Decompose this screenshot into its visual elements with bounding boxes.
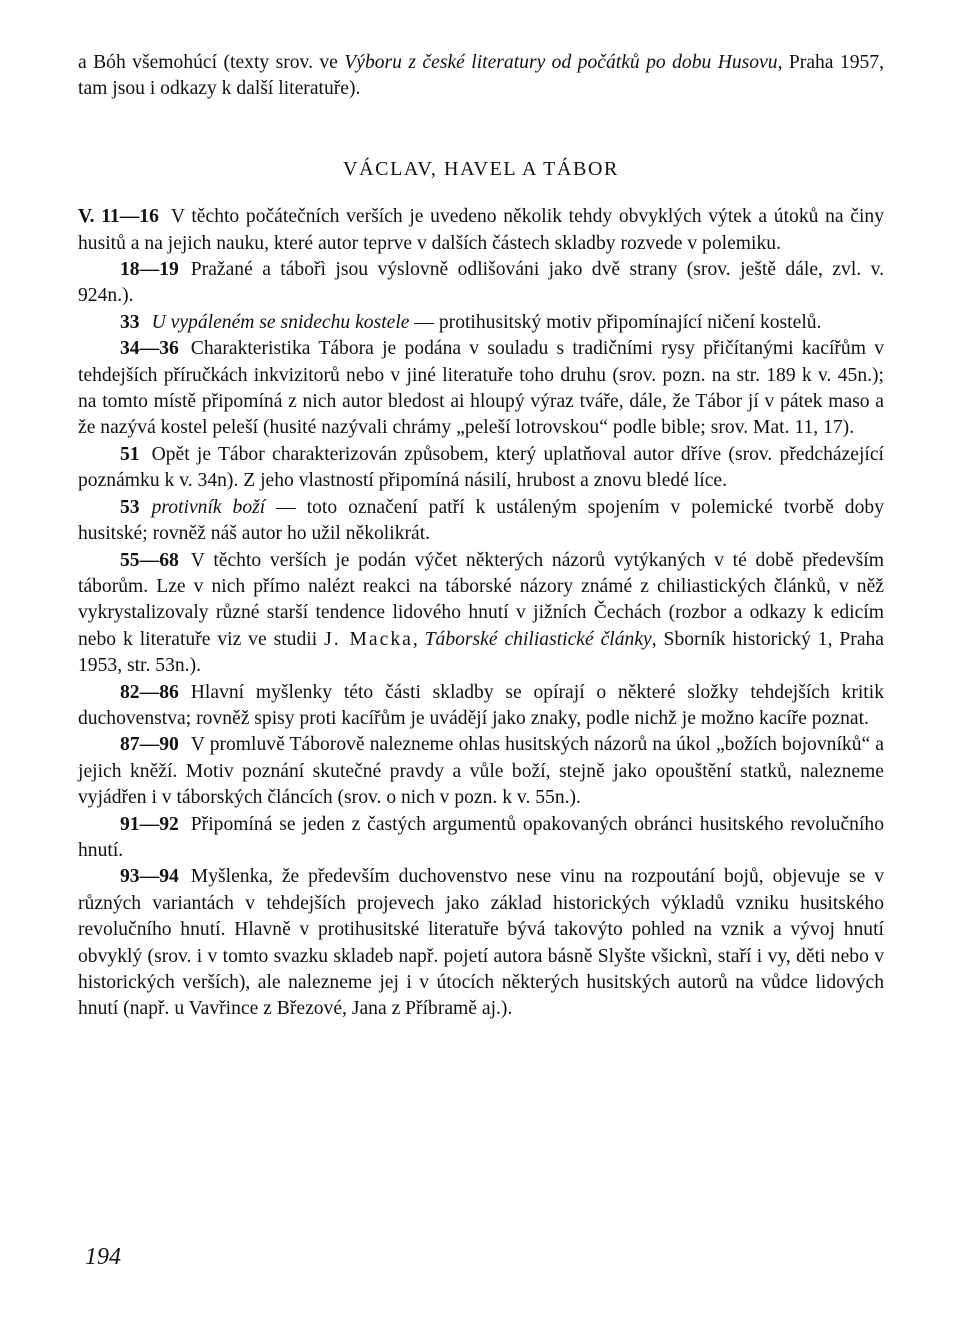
note-text: — toto označení patří k ustáleným spojením v polemické tvorbě doby husitské; rovněž náš autor ho užil několikrát. — [78, 496, 884, 545]
note-text: V těchto verších je podán výčet některých názorů vytýkaných v té době především táborům. Lze v nich přímo nalézt reakci na táborské názory známé z chiliastických článků, v něž vykrystalizovaly různé starší tendence lidového hnutí v jižních Čechách (rozbor a odkazy k edicím nebo k literatuře viz ve studii — [78, 549, 884, 650]
intro-paragraph — [78, 50, 884, 103]
intro-text-tail: Praha 1957, tam jsou i odkazy k další literatuře). — [78, 52, 885, 100]
note-text: Hlavní myšlenky této části skladby se opírají o některé složky tehdejších kritik duchovenstva; rovněž spisy proti kacířům je uvádějí jako znaky, podle nichž je možno kacíře poznat. — [78, 681, 884, 729]
note-11-16 — [78, 204, 884, 257]
note-text: V promluvě Táborově nalezneme ohlas husitských názorů na úkol „božích bojovníků“ a jejich kněží. Motiv poznání skutečné pravdy a vůle boží, stejně jako opouštění statků, nalezneme vyjádřen i v táborských článcích (srov. o nich v pozn. k v. 55n.). — [78, 734, 884, 809]
note-53 — [78, 495, 884, 548]
note-text: V těchto počátečních verších je uvedeno několik tehdy obvyklých výtek a útoků na činy husitů a na jejich nauku, které autor teprve v dalších částech skladby rozvede v polemiku. — [78, 206, 884, 254]
note-text-tail: , Sborník historický 1, Praha 1953, str. 53n.). — [78, 628, 885, 677]
note-ref: 55—68 — [120, 549, 179, 571]
note-33 — [78, 310, 884, 336]
note-text: Opět je Tábor charakterizován způsobem, který uplatňoval autor dříve (srov. předcházející poznámku k v. 34n). Z jeho vlastností připomíná násilí, hrubost a znovu bledé líce. — [78, 443, 884, 492]
note-51 — [78, 442, 884, 495]
note-ref: 34—36 — [120, 338, 179, 360]
note-lemma: protivník boží — [151, 496, 266, 518]
note-ref: 51 — [120, 443, 140, 465]
note-18-19 — [78, 257, 884, 310]
note-55-68 — [78, 548, 884, 680]
note-ref: 91—92 — [120, 813, 179, 835]
note-34-36 — [78, 336, 884, 442]
note-82-86 — [78, 680, 884, 733]
note-text: Charakteristika Tábora je podána v souladu s tradičními rysy přičítanými kacířům v tehdejších příručkách inkvizitorů nebo v jiné literatuře toho druhu (srov. pozn. na str. 189 k v. 45n.); na tomto místě připomíná z nich autor bledost ai hloupý výraz tváře, dále, že Tábor jí v pátek maso a že nazývá kostel peleší (husité nazývali chrámy „peleší lotrovskou“ podle bible; srov. Mat. 11, 17). — [78, 338, 884, 439]
intro-title-italic: Výboru z české literatury od počátků po dobu Husovu, — [344, 52, 783, 73]
cited-author: J. Macka — [324, 628, 413, 650]
cited-separator: , — [412, 628, 425, 650]
note-ref: 33 — [120, 311, 140, 333]
cited-work: Táborské chiliastické články — [424, 628, 652, 650]
note-lemma: U vypáleném se snidechu kostele — [151, 311, 410, 333]
note-91-92 — [78, 812, 884, 865]
note-ref: 18—19 — [120, 259, 179, 281]
note-text: Myšlenka, že především duchovenstvo nese vinu na rozpoutání bojů, objevuje se v různých variantách v tehdejších projevech jako základ historických výkladů vzniku husitského revolučního hnutí. Hlavně v protihusitské literatuře bývá takovýto pohled na vznik a vývoj hnutí obvyklý (srov. i v tomto svazku skladeb např. pojetí autora básně Slyšte všicknì, staří i vy, děti nebo v historických verších), ale nalezneme jej i v útocích některých husitských autorů na vůdce lidových hnutí (např. u Vavřince z Březové, Jana z Příbramě aj.). — [78, 866, 884, 1020]
note-ref: 87—90 — [120, 734, 179, 756]
note-text: — protihusitský motiv připomínající ničení kostelů. — [409, 311, 822, 333]
note-93-94 — [78, 864, 884, 1022]
page-number: 194 — [85, 1244, 121, 1270]
note-87-90 — [78, 732, 884, 811]
page-body — [78, 50, 884, 1023]
note-text: Připomíná se jeden z častých argumentů opakovaných obránci husitského revolučního hnutí. — [78, 813, 884, 861]
note-ref: V. 11—16 — [78, 206, 159, 228]
note-ref: 53 — [120, 496, 140, 518]
intro-text: a Bóh všemohúcí (texty srov. ve — [78, 52, 345, 73]
note-text: Pražané a tábořì jsou výslovně odlišováni jako dvě strany (srov. ještě dále, zvl. v. 924n.). — [78, 259, 884, 307]
section-title: VÁCLAV, HAVEL A TÁBOR — [343, 157, 619, 180]
note-ref: 93—94 — [120, 866, 179, 888]
note-ref: 82—86 — [120, 681, 179, 703]
